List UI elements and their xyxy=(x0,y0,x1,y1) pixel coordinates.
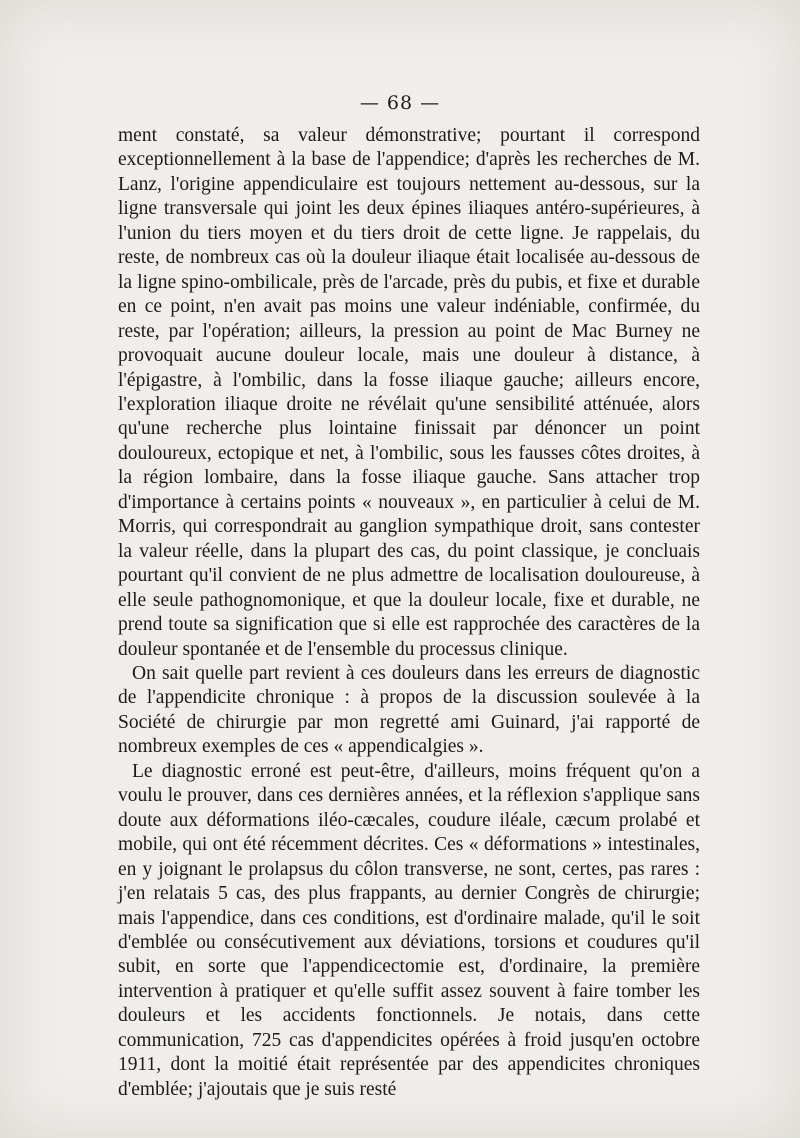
body-text xyxy=(118,124,700,1102)
page-number: — 68 — xyxy=(359,92,441,114)
paragraph-2: On sait quelle part revient à ces douleurs dans les erreurs de diagnostic de l'appendicite chronique : à propos de la discussion soulevée à la Société de chirurgie par mon regretté ami Guinard, j'ai rapporté de nombreux exemples de ces « appendicalgies ». xyxy=(118,662,700,758)
paragraph-1: ment constaté, sa valeur démonstrative; pourtant il correspond exceptionnellement à la base de l'appendice; d'après les recherches de M. Lanz, l'origine appendiculaire est toujours nettement au-dessous, sur la ligne transversale qui joint les deux épines iliaques antéro-supérieures, à l'union du tiers moyen et du tiers droit de cette ligne. Je rappelais, du reste, de nombreux cas où la douleur iliaque était localisée au-dessous de la ligne spino-ombilicale, près de l'arcade, près du pubis, et fixe et durable en ce point, n'en avait pas moins une valeur indéniable, confirmée, du reste, par l'opération; ailleurs, la pression au point de Mac Burney ne provoquait aucune douleur locale, mais une douleur à distance, à l'épigastre, à l'ombilic, dans la fosse iliaque gauche; ailleurs encore, l'exploration iliaque droite ne révélait qu'une sensibilité atténuée, alors qu'une recherche plus lointaine finissait par dénoncer un point douloureux, ectopique et net, à l'ombilic, sous les fausses côtes droites, à la région lombaire, dans la fosse iliaque gauche. Sans attacher trop d'importance à certains points « nouveaux », en particulier à celui de M. Morris, qui correspondrait au ganglion sympathique droit, sans contester la valeur réelle, dans la plupart des cas, du point classique, je concluais pourtant qu'il convient de ne plus admettre de localisation douloureuse, à elle seule pathognomonique, et que la douleur locale, fixe et durable, ne prend toute sa signification que si elle est rapprochée des caractères de la douleur spontanée et de l'ensemble du processus clinique. xyxy=(118,125,700,660)
paragraph-3: Le diagnostic erroné est peut-être, d'ailleurs, moins fréquent qu'on a voulu le prouver, dans ces dernières années, et la réflexion s'applique sans doute aux déformations iléo-cæcales, coudure iléale, cæcum prolabé et mobile, qui ont été récemment décrites. Ces « déformations » intestinales, en y joignant le prolapsus du côlon transverse, ne sont, certes, pas rares : j'en relatais 5 cas, des plus frappants, au dernier Congrès de chirurgie; mais l'appendice, dans ces conditions, est d'ordinaire malade, qu'il le soit d'emblée ou consécutivement aux déviations, torsions et coudures qu'il subit, en sorte que l'appendicectomie est, d'ordinaire, la première intervention à pratiquer et qu'elle suffit assez souvent à faire tomber les douleurs et les accidents fonctionnels. Je notais, dans cette communication, 725 cas d'appendicites opérées à froid jusqu'en octobre 1911, dont la moitié était représentée par des appendicites chroniques d'emblée; j'ajoutais que je suis resté xyxy=(118,760,700,1100)
